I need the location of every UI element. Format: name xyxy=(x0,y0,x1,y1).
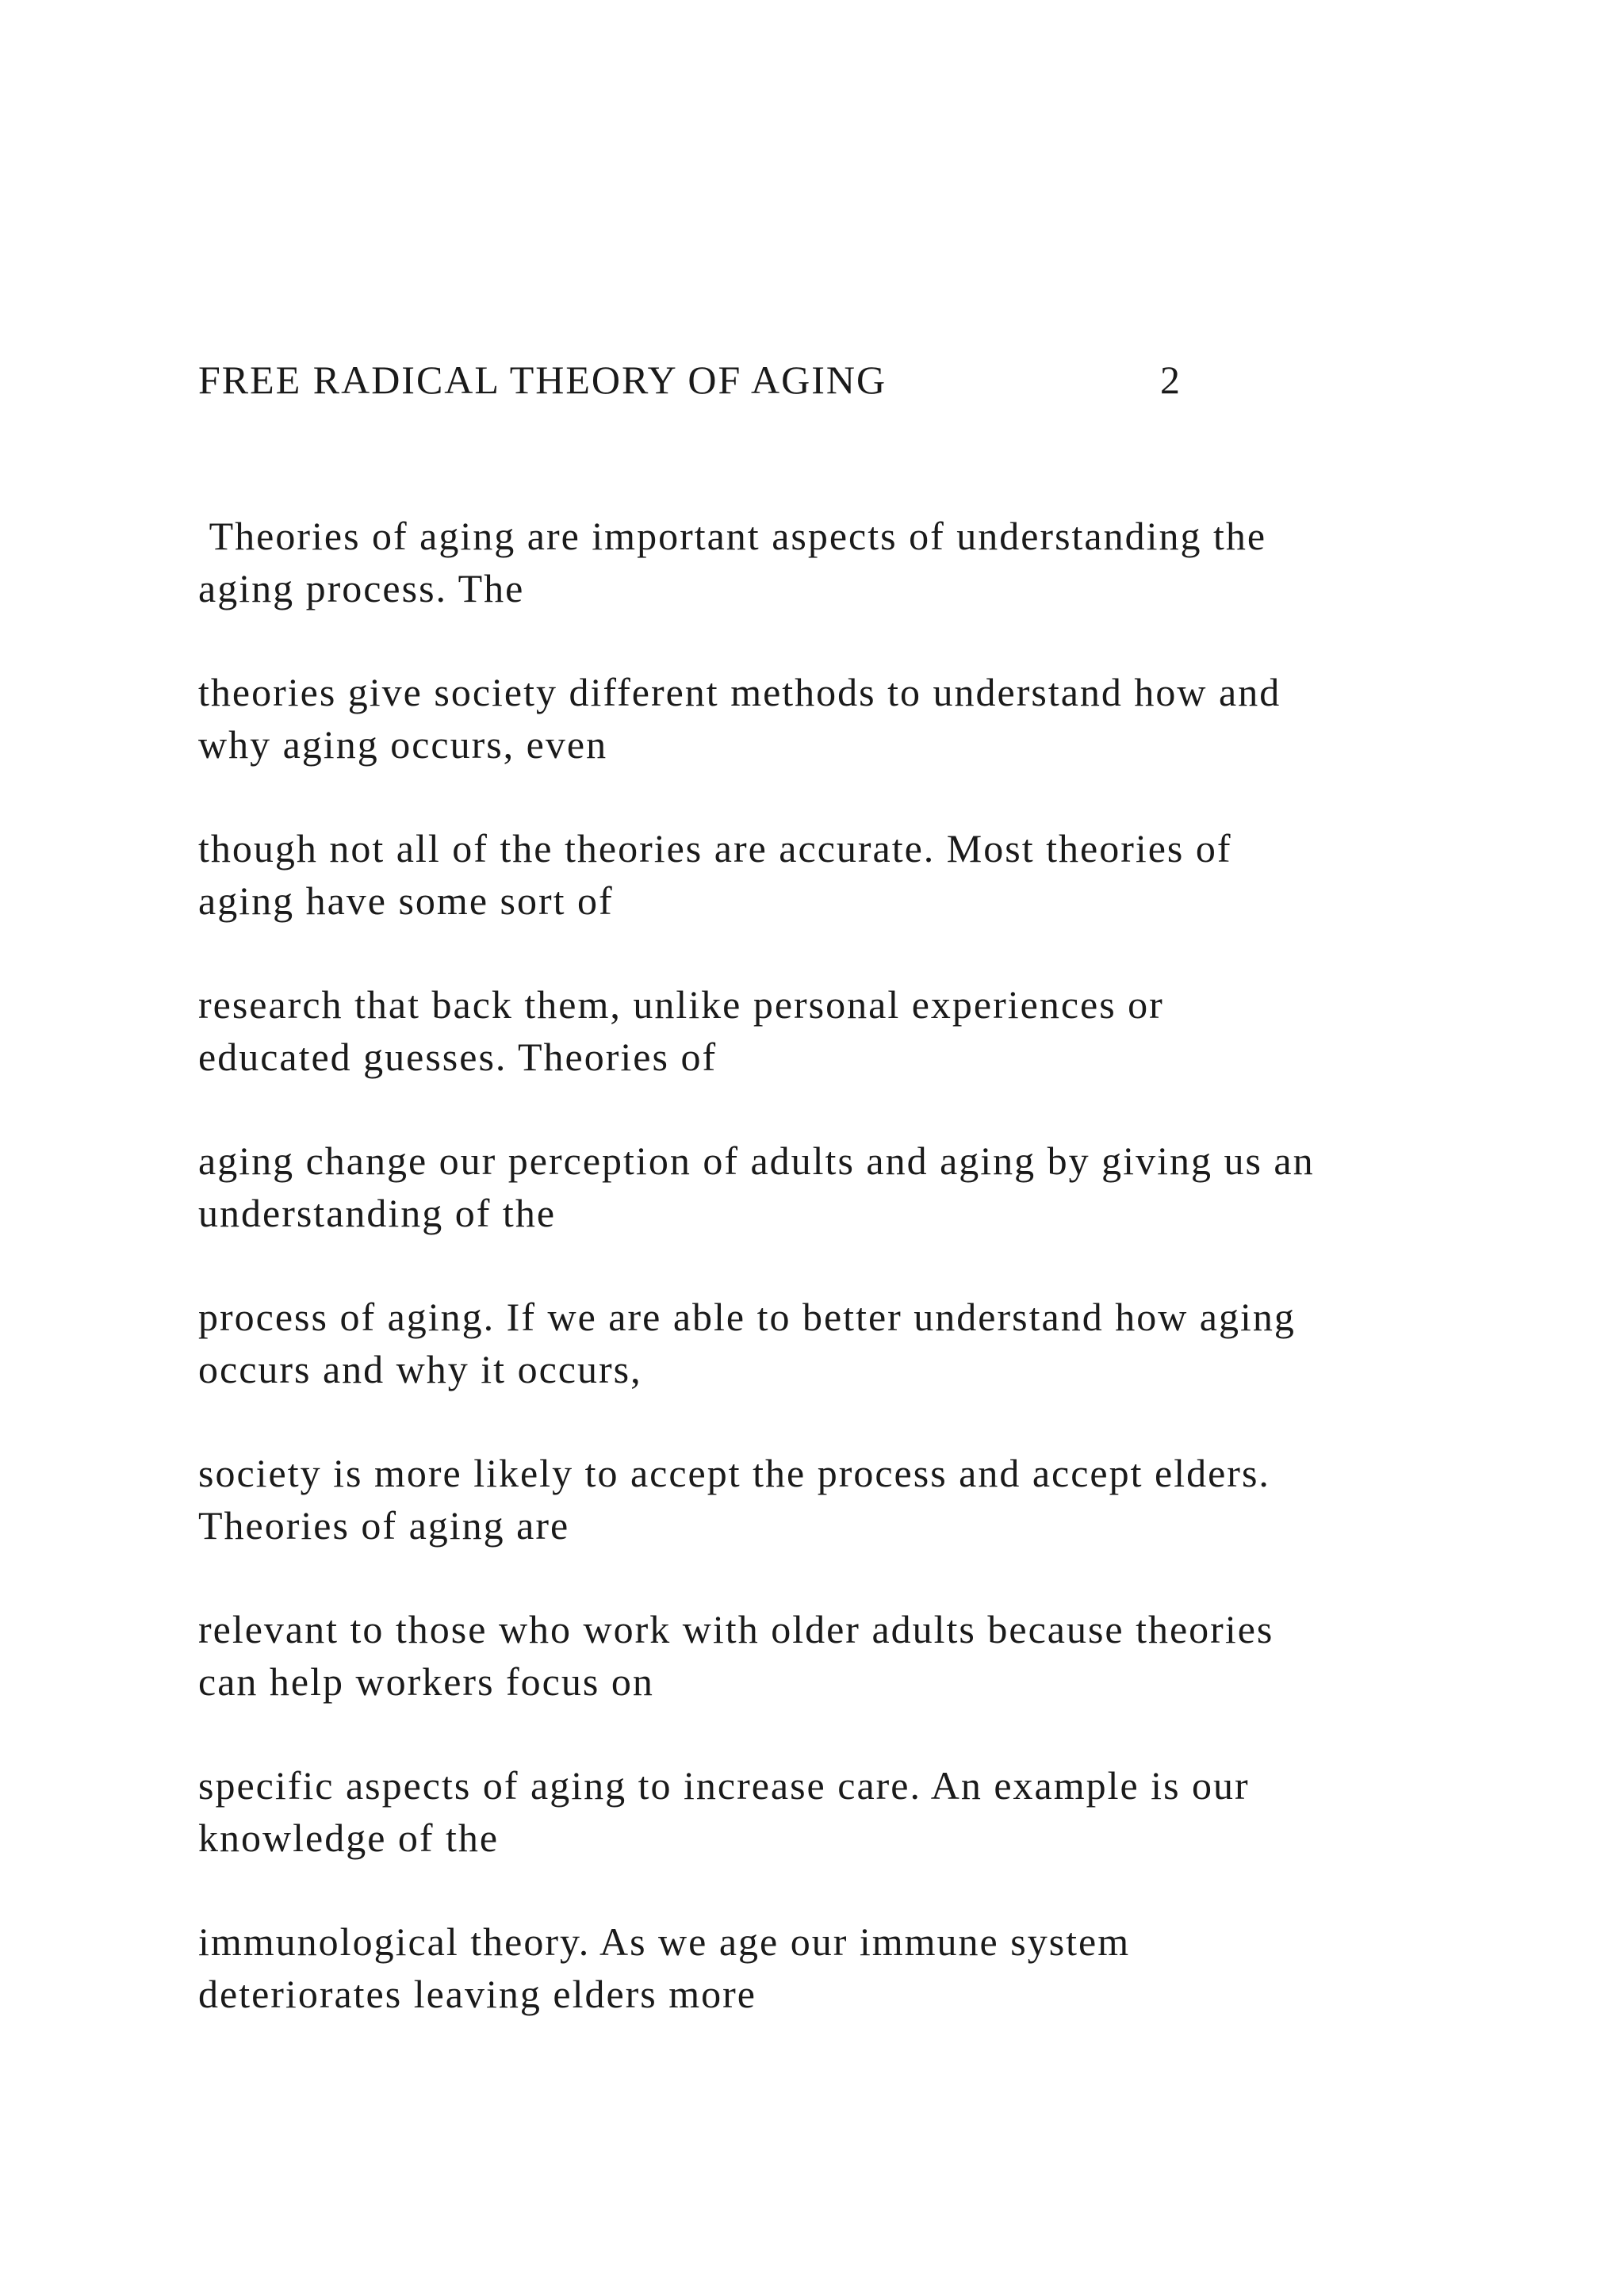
running-head xyxy=(198,355,1229,404)
paragraph xyxy=(198,1759,1546,1864)
paragraph xyxy=(198,1603,1546,1708)
paragraph xyxy=(198,978,1546,1083)
text-line: understanding of the xyxy=(198,1191,557,1235)
paragraph xyxy=(198,822,1546,927)
text-line: why aging occurs, even xyxy=(198,722,608,767)
text-line: can help workers focus on xyxy=(198,1659,654,1704)
paragraph xyxy=(198,510,1546,614)
text-line: theories give society different methods to understand how and xyxy=(198,670,1281,714)
paragraph xyxy=(198,1447,1546,1552)
page-number: 2 xyxy=(1160,358,1182,402)
text-line: Theories of aging are xyxy=(198,1503,570,1548)
text-line: Theories of aging are important aspects of understanding the xyxy=(198,514,1267,558)
text-line: immunological theory. As we age our immune system xyxy=(198,1919,1131,1964)
text-line: deteriorates leaving elders more xyxy=(198,1972,756,2016)
text-line: society is more likely to accept the process and accept elders. xyxy=(198,1451,1270,1495)
text-line: relevant to those who work with older adults because theories xyxy=(198,1607,1274,1651)
text-line: specific aspects of aging to increase care. An example is our xyxy=(198,1763,1250,1808)
text-line: aging have some sort of xyxy=(198,878,614,923)
text-line: aging change our perception of adults and aging by giving us an xyxy=(198,1138,1315,1183)
text-line: though not all of the theories are accurate. Most theories of xyxy=(198,826,1232,871)
paragraph xyxy=(198,1915,1546,2020)
paragraph xyxy=(198,666,1546,771)
running-head-title: FREE RADICAL THEORY OF AGING xyxy=(198,358,887,402)
text-line: research that back them, unlike personal experiences or xyxy=(198,982,1164,1027)
paragraph xyxy=(198,1291,1546,1395)
text-line: aging process. The xyxy=(198,566,525,610)
text-line: knowledge of the xyxy=(198,1816,500,1860)
text-line: process of aging. If we are able to better understand how aging xyxy=(198,1295,1296,1339)
text-line: educated guesses. Theories of xyxy=(198,1035,718,1079)
paragraph xyxy=(198,1135,1546,1239)
body-text xyxy=(198,510,1546,2072)
text-line: occurs and why it occurs, xyxy=(198,1347,642,1391)
